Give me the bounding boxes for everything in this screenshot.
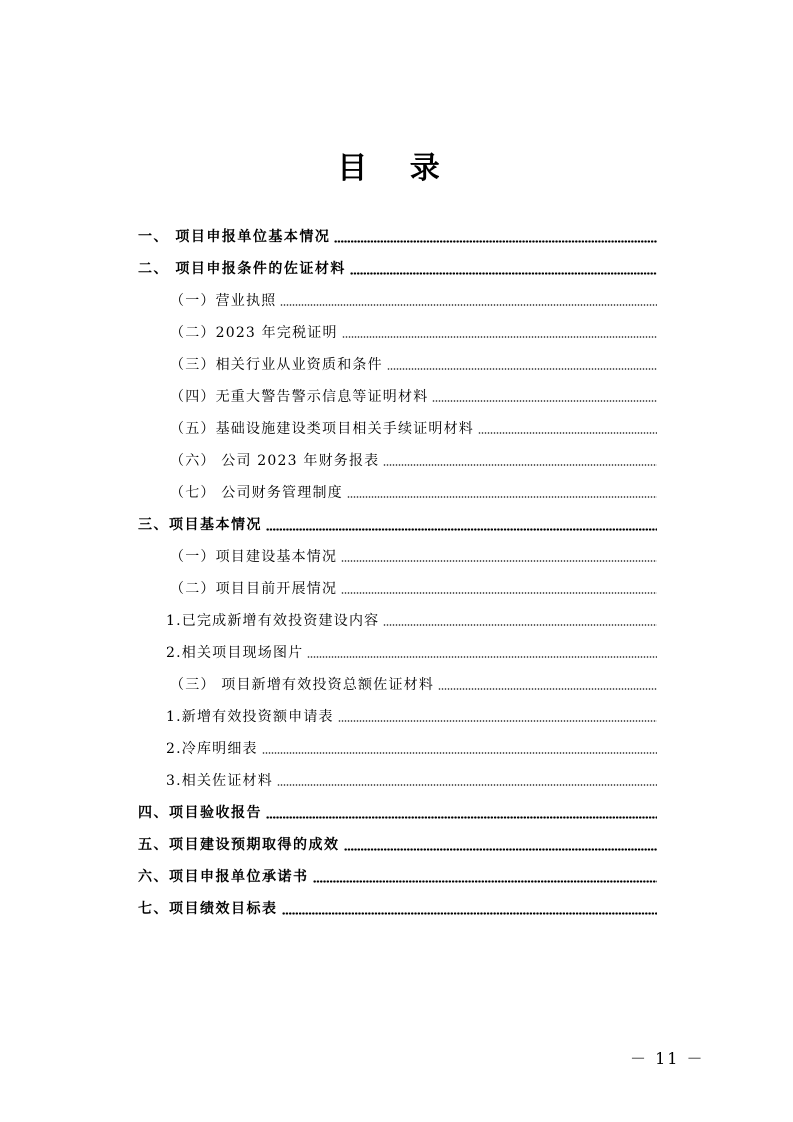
toc-dot-leader [307,656,657,658]
toc-entry[interactable] [138,470,657,502]
toc-entry-label: （一）项目建设基本情况 [170,549,338,565]
toc-entry[interactable] [138,790,657,822]
toc-entry-label: 3.相关佐证材料 [166,773,273,789]
toc-dot-leader [478,432,657,434]
toc-dot-leader [344,848,658,851]
toc-entry-label: 七、项目绩效目标表 [138,901,278,917]
toc-dot-leader [334,240,657,243]
toc-entry[interactable] [138,630,657,662]
toc-entry-label: 一、 项目申报单位基本情况 [138,229,331,245]
toc-entry[interactable] [138,438,657,470]
table-of-contents [138,214,657,918]
toc-entry[interactable] [138,246,657,278]
toc-entry[interactable] [138,822,657,854]
toc-entry[interactable] [138,406,657,438]
toc-entry-label: 2.相关项目现场图片 [166,645,304,661]
toc-entry[interactable] [138,694,657,726]
toc-dot-leader [280,304,657,306]
toc-dot-leader [387,368,657,370]
toc-dot-leader [432,400,657,402]
toc-entry-label: （五）基础设施建设类项目相关手续证明材料 [170,421,474,437]
toc-dot-leader [383,464,657,466]
toc-entry-label: （四）无重大警告警示信息等证明材料 [170,389,429,405]
toc-dot-leader [338,720,657,722]
toc-dot-leader [342,336,657,338]
toc-entry[interactable] [138,342,657,374]
toc-entry[interactable] [138,214,657,246]
toc-entry[interactable] [138,566,657,598]
toc-entry-label: 二、 项目申报条件的佐证材料 [138,261,346,277]
toc-entry-label: （三）相关行业从业资质和条件 [170,357,383,373]
toc-dot-leader [266,816,657,819]
toc-dot-leader [341,592,657,594]
toc-entry[interactable] [138,886,657,918]
document-title: 目 录 [337,151,456,186]
toc-dot-leader [262,752,657,754]
toc-entry[interactable] [138,758,657,790]
toc-entry-label: （七） 公司财务管理制度 [170,485,343,501]
toc-dot-leader [341,560,657,562]
toc-entry[interactable] [138,854,657,886]
toc-entry-label: （二）项目目前开展情况 [170,581,338,597]
toc-entry-label: 六、项目申报单位承诺书 [138,869,309,885]
toc-entry[interactable] [138,534,657,566]
toc-entry-label: 1.已完成新增有效投资建设内容 [166,613,380,629]
toc-entry-label: （三） 项目新增有效投资总额佐证材料 [170,677,435,693]
toc-entry-label: 2.冷库明细表 [166,741,258,757]
toc-entry[interactable] [138,662,657,694]
toc-dot-leader [438,688,657,690]
toc-dot-leader [282,912,658,915]
toc-entry-label: 五、项目建设预期取得的成效 [138,837,340,853]
toc-dot-leader [277,784,657,786]
toc-dot-leader [266,528,657,531]
toc-dot-leader [313,880,658,883]
page-number: － 11 － [630,1049,705,1068]
toc-entry-label: 四、项目验收报告 [138,805,262,821]
toc-entry-label: （六） 公司 2023 年财务报表 [170,453,380,469]
toc-entry[interactable] [138,310,657,342]
toc-entry-label: 1.新增有效投资额申请表 [166,709,334,725]
toc-dot-leader [347,496,657,498]
toc-entry[interactable] [138,374,657,406]
toc-entry-label: 三、项目基本情况 [138,517,262,533]
toc-dot-leader [350,272,657,275]
toc-entry[interactable] [138,726,657,758]
toc-dot-leader [383,624,657,626]
toc-entry-label: （一）营业执照 [170,293,277,309]
toc-entry[interactable] [138,502,657,534]
toc-entry-label: （二）2023 年完税证明 [170,325,338,341]
toc-entry[interactable] [138,598,657,630]
toc-entry[interactable] [138,278,657,310]
